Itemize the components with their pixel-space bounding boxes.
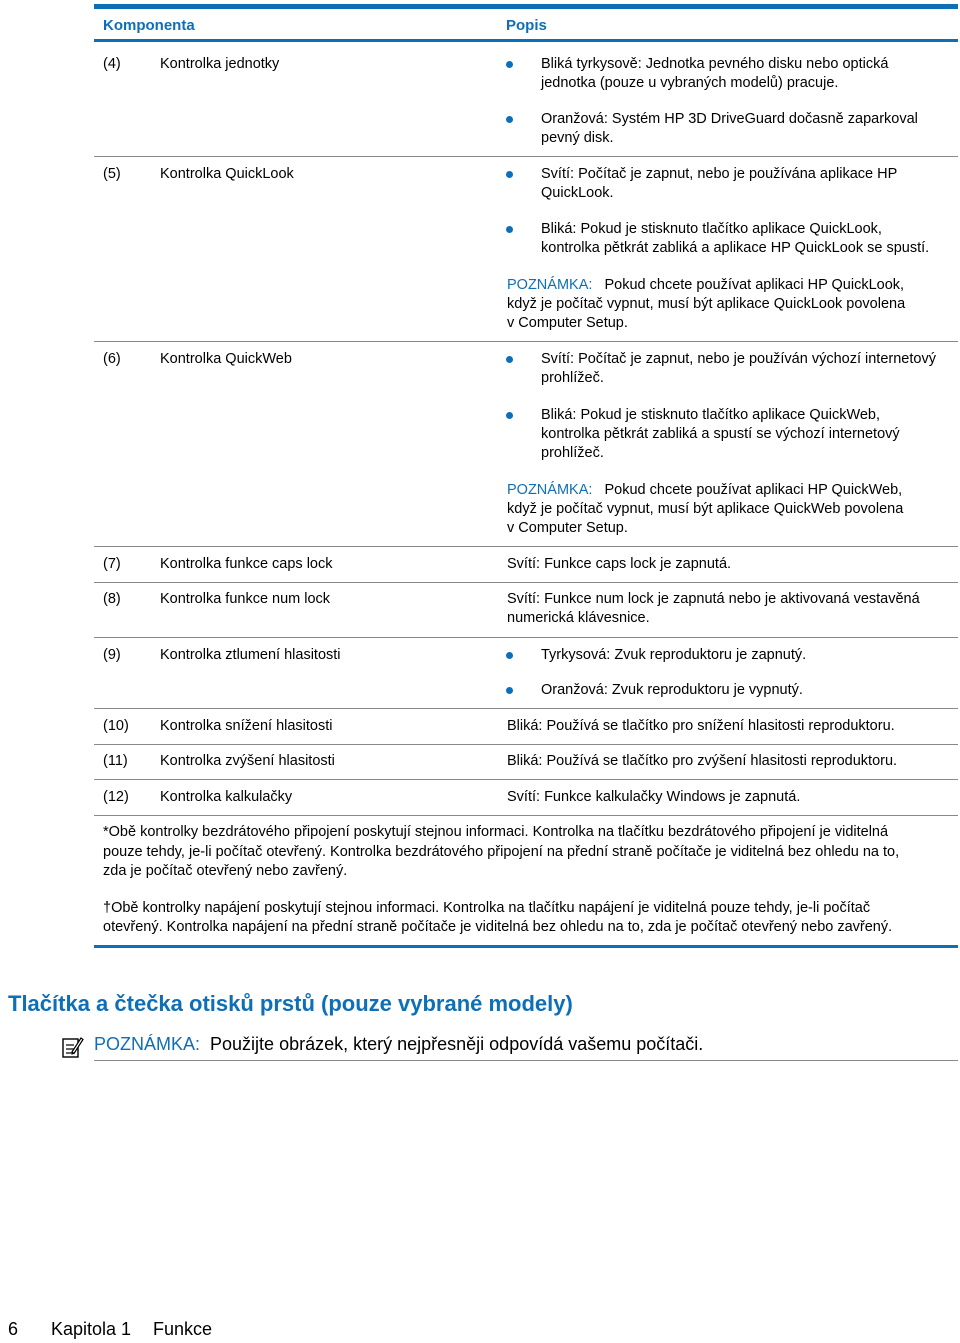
row-12-line-1: Svítí: Funkce kalkulačky Windows je zapnutá.	[507, 789, 801, 805]
row-separator	[94, 708, 958, 709]
section-title: Tlačítka a čtečka otisků prstů (pouze vybrané modely)	[8, 991, 573, 1016]
row-5-line-3: Bliká: Pokud je stisknuto tlačítko aplikace QuickLook,	[541, 221, 882, 237]
footnote-power-line-2: otevřený. Kontrolka napájení na přední straně počítače je viditelná bez ohledu na to, zda je počítač otevřený nebo zavřený.	[103, 919, 893, 935]
row-6-line-1: Svítí: Počítač je zapnut, nebo je používán výchozí internetový	[541, 351, 936, 367]
row-8-component: Kontrolka funkce num lock	[160, 591, 331, 607]
row-4-line-2: jednotka (pouze u vybraných modelů) pracuje.	[541, 75, 839, 91]
note-text: Pokud chcete používat aplikaci HP QuickWeb,	[604, 482, 903, 498]
row-5-line-4: kontrolka pětkrát zabliká a aplikace HP QuickLook se spustí.	[541, 240, 930, 256]
row-10-line-1: Bliká: Používá se tlačítko pro snížení hlasitosti reproduktoru.	[507, 718, 895, 734]
row-5-component: Kontrolka QuickLook	[160, 166, 294, 182]
row-separator	[94, 779, 958, 780]
row-5-line-2: QuickLook.	[541, 185, 614, 201]
bullet-icon	[506, 687, 513, 694]
row-6-component: Kontrolka QuickWeb	[160, 351, 292, 367]
row-separator	[94, 744, 958, 745]
row-5-note-line-2: když je počítač vypnut, musí být aplikace QuickLook povolena	[507, 296, 906, 312]
row-5-note-line-3: v Computer Setup.	[507, 315, 628, 331]
row-5-number: (5)	[103, 166, 121, 182]
row-11-component: Kontrolka zvýšení hlasitosti	[160, 753, 335, 769]
row-separator	[94, 637, 958, 638]
footnote-power-line-1: †Obě kontrolky napájení poskytují stejnou informaci. Kontrolka na tlačítku napájení je viditelná pouze tehdy, je-li počítač	[103, 900, 871, 916]
row-12-number: (12)	[103, 789, 129, 805]
footnote-wireless-line-2: pouze tehdy, je-li počítač otevřený. Kontrolka bezdrátového připojení na přední straně počítače je viditelná bez ohledu na to,	[103, 844, 900, 860]
chapter-label: Kapitola 1	[51, 1319, 132, 1339]
table-header	[94, 4, 958, 42]
row-7-line-1: Svítí: Funkce caps lock je zapnutá.	[507, 556, 732, 572]
row-4-line-4: pevný disk.	[541, 130, 614, 146]
row-6-note-first-line	[507, 481, 902, 500]
row-6-line-5: prohlížeč.	[541, 445, 604, 461]
note-text: Použijte obrázek, který nejpřesněji odpovídá vašemu počítači.	[210, 1034, 704, 1054]
row-separator	[94, 546, 958, 547]
row-4-component: Kontrolka jednotky	[160, 56, 280, 72]
row-5-note-first-line	[507, 276, 904, 295]
page-number: 6	[8, 1319, 19, 1339]
row-6-note-line-2: když je počítač vypnut, musí být aplikace QuickWeb povolena	[507, 501, 904, 517]
bullet-icon	[506, 171, 513, 178]
row-12-component: Kontrolka kalkulačky	[160, 789, 293, 805]
row-6-line-4: kontrolka pětkrát zabliká a spustí se výchozí internetový	[541, 426, 900, 442]
note-label: POZNÁMKA:	[94, 1034, 201, 1054]
row-11-number: (11)	[103, 753, 128, 769]
footnote-wireless-line-3: zda je počítač otevřený nebo zavřený.	[103, 863, 348, 879]
row-4-number: (4)	[103, 56, 121, 72]
table-bottom-bar	[94, 945, 958, 948]
bullet-icon	[506, 652, 513, 659]
row-11-line-1: Bliká: Používá se tlačítko pro zvýšení hlasitosti reproduktoru.	[507, 753, 898, 769]
row-4-line-1: Bliká tyrkysově: Jednotka pevného disku nebo optická	[541, 56, 889, 72]
row-9-line-2: Oranžová: Zvuk reproduktoru je vypnutý.	[541, 682, 803, 698]
row-10-component: Kontrolka snížení hlasitosti	[160, 718, 333, 734]
note-label: POZNÁMKA:	[507, 482, 593, 498]
row-5-line-1: Svítí: Počítač je zapnut, nebo je používána aplikace HP	[541, 166, 898, 182]
row-6-line-2: prohlížeč.	[541, 370, 604, 386]
row-9-number: (9)	[103, 647, 121, 663]
row-7-component: Kontrolka funkce caps lock	[160, 556, 333, 572]
bullet-icon	[506, 356, 513, 363]
row-separator	[94, 341, 958, 342]
footnote-wireless-line-1: *Obě kontrolky bezdrátového připojení poskytují stejnou informaci. Kontrolka na tlačítku bezdrátového připojení je viditelná	[103, 824, 889, 840]
row-6-line-3: Bliká: Pokud je stisknuto tlačítko aplikace QuickWeb,	[541, 407, 881, 423]
row-9-component: Kontrolka ztlumení hlasitosti	[160, 647, 341, 663]
row-6-note-line-3: v Computer Setup.	[507, 520, 628, 536]
chapter-title: Funkce	[153, 1319, 213, 1339]
row-8-line-1: Svítí: Funkce num lock je zapnutá nebo je aktivovaná vestavěná	[507, 591, 920, 607]
bullet-icon	[506, 412, 513, 419]
bullet-icon	[506, 226, 513, 233]
row-separator	[94, 156, 958, 157]
row-8-number: (8)	[103, 591, 121, 607]
bullet-icon	[506, 61, 513, 68]
row-separator	[94, 815, 958, 816]
bullet-icon	[506, 116, 513, 123]
header-description: Popis	[506, 17, 547, 34]
header-bottom-bar	[94, 39, 958, 42]
section-note	[94, 1034, 703, 1055]
note-text: Pokud chcete používat aplikaci HP QuickLook,	[604, 277, 905, 293]
row-4-line-3: Oranžová: Systém HP 3D DriveGuard dočasně zaparkoval	[541, 111, 918, 127]
note-underline	[94, 1060, 958, 1061]
row-6-number: (6)	[103, 351, 121, 367]
note-icon	[62, 1035, 84, 1059]
header-top-bar	[94, 4, 958, 9]
row-10-number: (10)	[103, 718, 129, 734]
header-component: Komponenta	[103, 17, 195, 34]
note-label: POZNÁMKA:	[507, 277, 593, 293]
row-8-line-2: numerická klávesnice.	[507, 610, 650, 626]
row-7-number: (7)	[103, 556, 121, 572]
row-9-line-1: Tyrkysová: Zvuk reproduktoru je zapnutý.	[541, 647, 807, 663]
row-separator	[94, 582, 958, 583]
